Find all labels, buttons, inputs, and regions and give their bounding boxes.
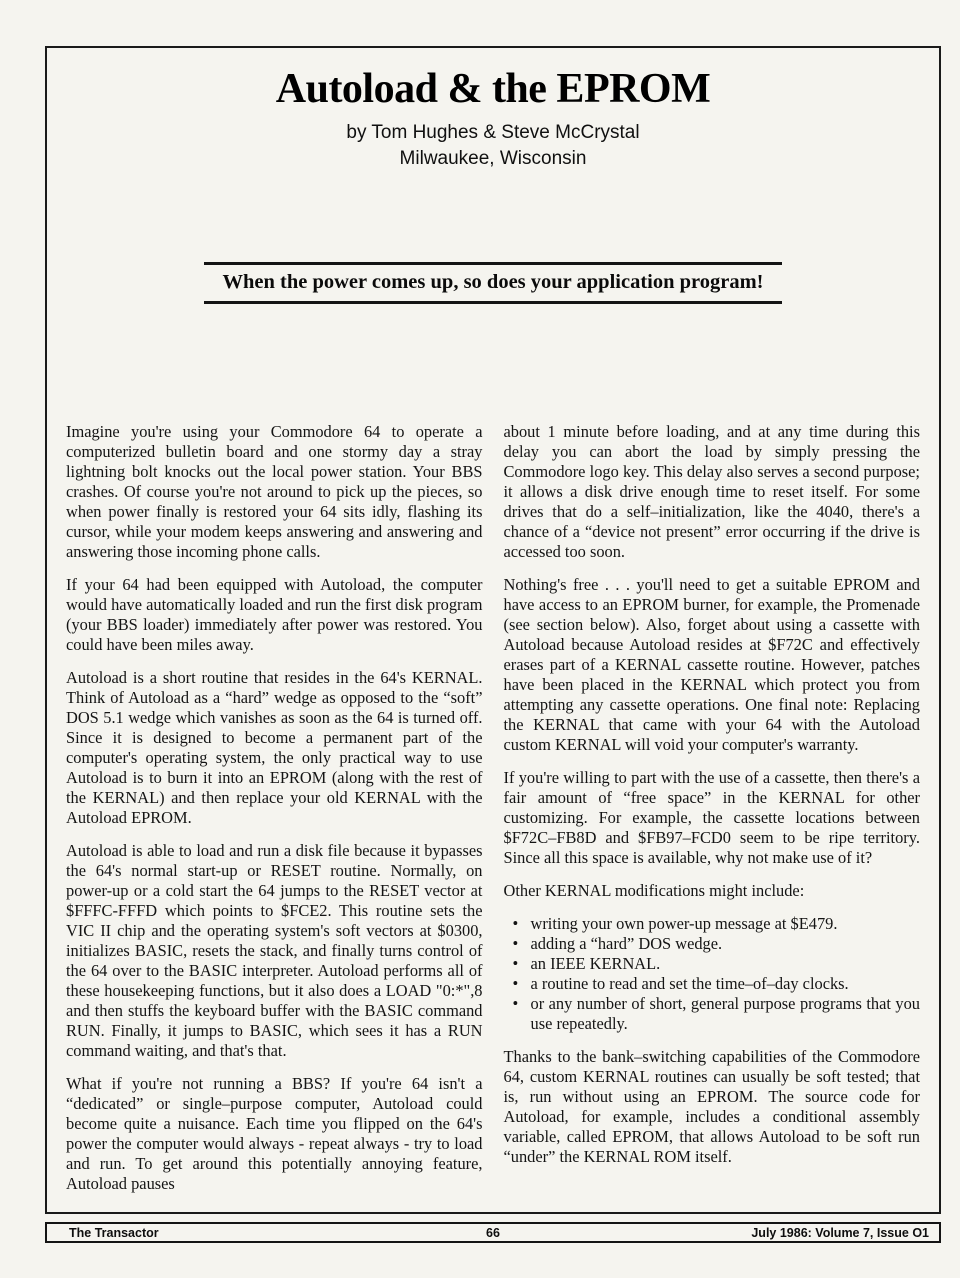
list-item: • writing your own power-up message at $E479. <box>504 914 921 934</box>
footer-magazine-name: The Transactor <box>69 1225 159 1240</box>
kernal-modifications-list <box>504 914 921 1034</box>
byline-block <box>47 120 939 172</box>
paragraph: Other KERNAL modifications might include: <box>503 880 805 900</box>
tagline-text: When the power comes up, so does your application program! <box>222 270 764 293</box>
paragraph: If your 64 had been equipped with Autoload, the computer would have automatically loaded and run the first disk program (your BBS loader) immediately after power was restored. You could have been miles away. <box>66 574 483 654</box>
paragraph: about 1 minute before loading, and at any time during this delay you can abort the load by simply pressing the Commodore logo key. This delay also serves a second purpose; it allows a disk drive enough time to reset itself. For some drives that do a self–initialization, like the 4040, there's a chance of a “device not present” error occurring if the drive is accessed too soon. <box>503 421 920 561</box>
tagline-banner <box>204 262 782 304</box>
list-item: • or any number of short, general purpose programs that you use repeatedly. <box>504 994 921 1034</box>
footer-issue: July 1986: Volume 7, Issue O1 <box>751 1225 929 1240</box>
right-column <box>504 422 921 1194</box>
paragraph: Nothing's free . . . you'll need to get a suitable EPROM and have access to an EPROM burner, for example, the Promenade (see section below). Also, forget about using a cassette with Autoload because Autoload resides at $F72C and effectively erases part of a KERNAL cassette routine. However, patches have been placed in the KERNAL which protect you from attempting any cassette operations. One final note: Replacing the KERNAL that came with your 64 with the Autoload custom KERNAL will void your computer's warranty. <box>503 574 920 754</box>
paragraph: Autoload is a short routine that resides in the 64's KERNAL. Think of Autoload as a “hard” wedge as opposed to the “soft” DOS 5.1 wedge which vanishes as soon as the 64 is turned off. Since it is designed to become a permanent part of the computer's operating system, the only practical way to use Autoload is to burn it into an EPROM (along with the rest of the KERNAL) and then replace your old KERNAL with the Autoload EPROM. <box>66 667 483 827</box>
list-item: • adding a “hard” DOS wedge. <box>504 934 921 954</box>
list-item: • an IEEE KERNAL. <box>504 954 921 974</box>
list-item: • a routine to read and set the time–of–day clocks. <box>504 974 921 994</box>
article-location: Milwaukee, Wisconsin <box>399 147 587 169</box>
left-column <box>66 422 483 1194</box>
footer-page-number: 66 <box>486 1225 500 1240</box>
paragraph: Autoload is able to load and run a disk file because it bypasses the 64's normal start-up or RESET routine. Normally, on power-up or a cold start the 64 jumps to the RESET vector at $FFFC-FFFD which points to $FCE2. This routine sets the VIC II chip and the operating system's soft vectors at $0300, initializes BASIC, resets the stack, and finally turns control of the 64 over to the BASIC interpreter. Autoload performs all of these housekeeping functions, but it also does a LOAD "0:*",8 and then stuffs the keyboard buffer with the BASIC command RUN. Finally, it jumps to BASIC, which sees it has a RUN command waiting, and that's that. <box>66 840 483 1060</box>
article-title: Autoload & the EPROM <box>275 66 711 112</box>
article-body <box>47 422 939 1194</box>
article-byline: by Tom Hughes & Steve McCrystal <box>346 121 640 143</box>
paragraph: Thanks to the bank–switching capabilities of the Commodore 64, custom KERNAL routines can usually be soft tested; that is, run without using an EPROM. The source code for Autoload, for example, includes a conditional assembly variable, called EPROM, that allows Autoload to be soft run “under” the KERNAL ROM itself. <box>503 1046 920 1166</box>
page-border-box <box>45 46 941 1214</box>
paragraph: Imagine you're using your Commodore 64 to operate a computerized bulletin board and one stormy day a stray lightning bolt knocks out the local power station. Your BBS crashes. Of course you're not around to pick up the pieces, so when power finally is restored your 64 sits idly, flashing its cursor, while your modem keeps answering and answering and answering those incoming phone calls. <box>66 421 483 561</box>
paragraph: If you're willing to part with the use of a cassette, then there's a fair amount of “free space” in the KERNAL for other customizing. For example, the cassette locations between $F72C–FB8D and $FB97–FCD0 seem to be ripe territory. Since all this space is available, why not make use of it? <box>503 767 920 867</box>
article-header <box>47 68 939 172</box>
paragraph: What if you're not running a BBS? If you're 64 isn't a “dedicated” or single–purpose computer, Autoload could become quite a nuisance. Each time you flipped on the 64's power the computer would always - repeat always - try to load and run. To get around this potentially annoying feature, Autoload pauses <box>66 1073 483 1193</box>
footer-bar <box>45 1222 941 1243</box>
